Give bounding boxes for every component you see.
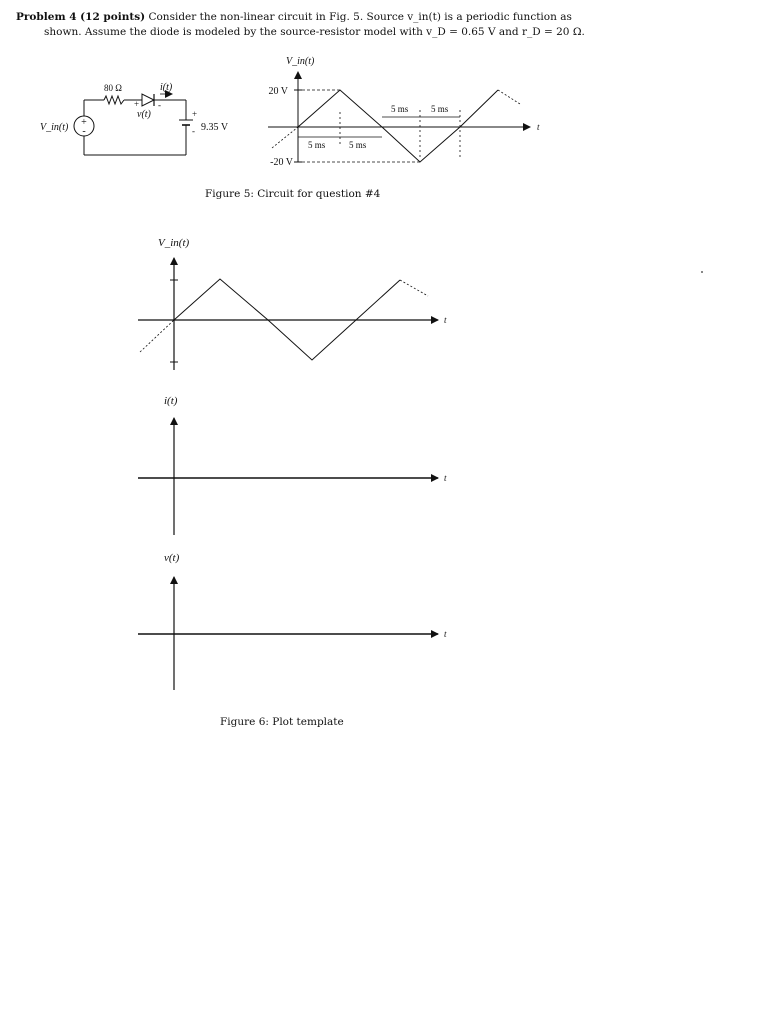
vin-right-dotted (400, 280, 428, 296)
interval-label-1: 5 ms (308, 140, 326, 150)
source-plus: + (81, 117, 87, 128)
wave-left-dotted (272, 127, 298, 148)
vin-left-dotted (140, 320, 174, 352)
interval-label-4: 5 ms (431, 104, 449, 114)
waveform-x-label: t (537, 122, 540, 132)
level-20v-label: 20 V (268, 86, 288, 97)
circuit-diagram (40, 82, 229, 155)
resistor-label: 80 Ω (104, 83, 122, 93)
interval-label-2: 5 ms (349, 140, 367, 150)
resistor-symbol (104, 96, 124, 104)
vin-x-label: t (444, 315, 447, 325)
template-plot-voltage (138, 552, 447, 690)
template-plot-vin (138, 237, 447, 370)
v-y-label: v(t) (164, 552, 180, 564)
problem-line-1: Consider the non-linear circuit in Fig. 5. Source v_in(t) is a periodic function as (148, 11, 572, 23)
i-x-label: t (444, 473, 447, 483)
source-minus: - (82, 126, 86, 137)
i-y-label: i(t) (164, 395, 178, 407)
figure-5-caption: Figure 5: Circuit for question #4 (205, 188, 381, 200)
current-label: i(t) (160, 82, 173, 93)
battery-minus: - (192, 126, 195, 136)
figure-6-caption: Figure 6: Plot template (220, 716, 344, 728)
battery-label: 9.35 V (201, 122, 229, 133)
triangle-wave (298, 90, 498, 162)
battery-plus: + (192, 109, 198, 119)
problem-line-2: shown. Assume the diode is modeled by the source-resistor model with v_D = 0.65 V and r_D = 20 Ω. (44, 26, 585, 38)
v-x-label: t (444, 629, 447, 639)
stray-dot (701, 271, 703, 273)
problem-number: Problem 4 (12 points) (16, 11, 146, 23)
diode-minus: - (158, 100, 161, 110)
interval-label-3: 5 ms (391, 104, 409, 114)
diode-voltage-label: v(t) (137, 109, 151, 120)
wave-right-dotted (498, 90, 520, 104)
input-waveform (268, 56, 540, 168)
waveform-y-label: V_in(t) (286, 56, 315, 67)
diode-plus: + (134, 99, 140, 109)
diode-symbol (142, 94, 154, 106)
vin-y-label: V_in(t) (158, 237, 190, 249)
level-minus-20v-label: -20 V (270, 157, 293, 168)
template-plot-current (138, 395, 447, 535)
source-label: V_in(t) (40, 122, 69, 133)
